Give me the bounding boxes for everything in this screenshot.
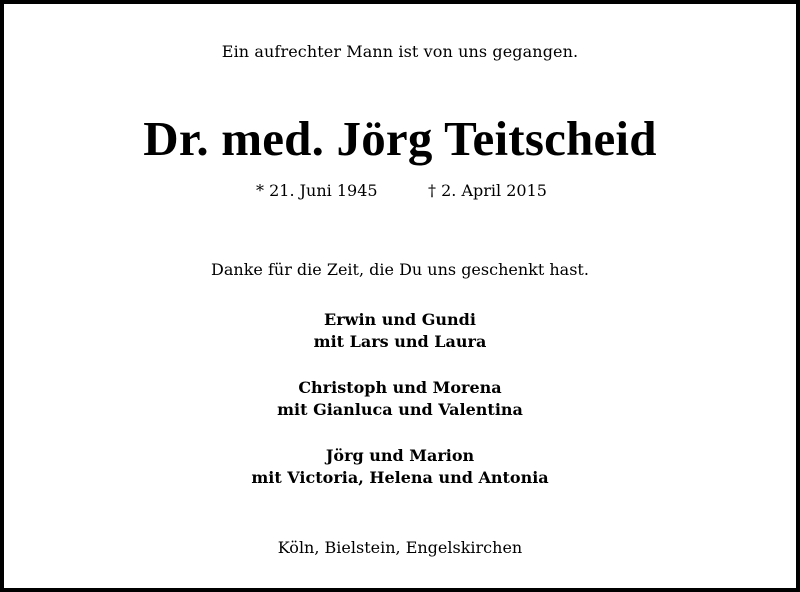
family-2-children: mit Gianluca und Valentina bbox=[277, 400, 523, 419]
birth-date: * 21. Juni 1945 bbox=[256, 181, 378, 200]
death-date: † 2. April 2015 bbox=[428, 181, 547, 200]
family-1-names: Erwin und Gundi bbox=[324, 310, 476, 329]
family-2-names: Christoph und Morena bbox=[298, 378, 502, 397]
thanks-text: Danke für die Zeit, die Du uns geschenkt hast. bbox=[211, 260, 589, 279]
family-3-children: mit Victoria, Helena und Antonia bbox=[251, 468, 549, 487]
intro-text: Ein aufrechter Mann ist von uns gegangen. bbox=[221, 42, 579, 61]
family-3-names: Jörg und Marion bbox=[325, 446, 475, 465]
deceased-name: Dr. med. Jörg Teitscheid bbox=[143, 111, 657, 166]
life-dates bbox=[4, 183, 796, 203]
family-1-children: mit Lars und Laura bbox=[313, 332, 487, 351]
place-text: Köln, Bielstein, Engelskirchen bbox=[277, 538, 523, 557]
